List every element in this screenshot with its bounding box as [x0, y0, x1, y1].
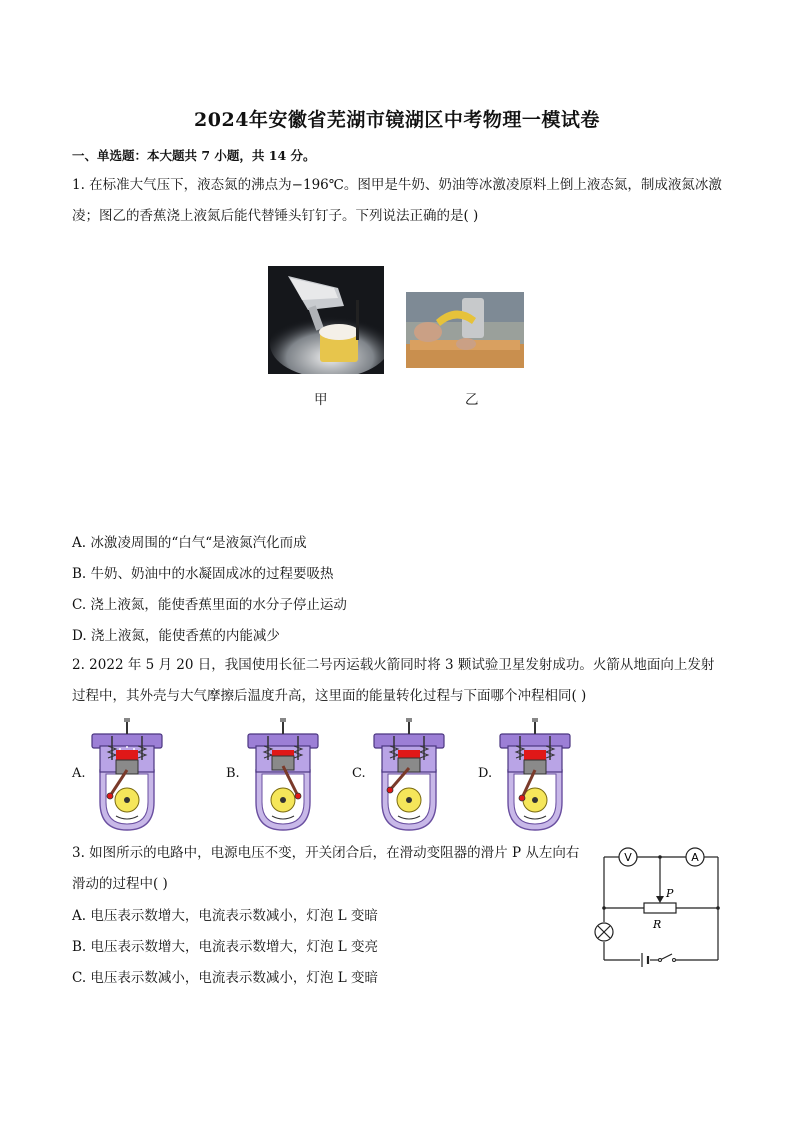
engine-diagram-b	[242, 716, 324, 834]
page-title: 2024年安徽省芜湖市镜湖区中考物理一模试卷	[194, 109, 600, 131]
question-2-stem: 2. 2022 年 5 月 20 日，我国使用长征二号丙运载火箭同时将 3 颗试验卫星发射成功。火箭从地面向上发射过程中，其外壳与大气摩擦后温度升高，这里面的能量转化过程与下面哪个冲程相同( )	[72, 657, 715, 704]
question-1-stem: 1. 在标准大气压下，液态氮的沸点为−196℃。图甲是牛奶、奶油等冰激凌原料上倒上液态氮，制成液氮冰激凌；图乙的香蕉浇上液氮后能代替锤头钉钉子。下列说法正确的是( )	[72, 177, 722, 224]
ammeter-symbol: A	[691, 851, 699, 864]
q1-option-d: D. 浇上液氮，能使香蕉的内能减少	[72, 628, 280, 644]
circuit-diagram	[590, 842, 730, 968]
engine-label-b: B.	[226, 766, 240, 781]
q3-option-b: B. 电压表示数增大，电流表示数增大，灯泡 L 变亮	[72, 939, 379, 955]
slider-label: P	[666, 887, 674, 900]
caption-yi: 乙	[465, 392, 479, 408]
question-3-stem: 3. 如图所示的电路中，电源电压不变，开关闭合后，在滑动变阻器的滑片 P 从左向右滑动的过程中( )	[72, 845, 580, 892]
voltmeter-symbol: V	[624, 851, 632, 864]
engine-label-a: A.	[72, 766, 86, 781]
engine-label-d: D.	[478, 766, 493, 781]
resistor-label: R	[653, 918, 662, 931]
photo-banana-nail	[406, 292, 524, 368]
q1-option-a: A. 冰激凌周围的“白气“是液氮汽化而成	[72, 535, 307, 551]
engine-diagram-a	[86, 716, 168, 834]
photo-ice-cream	[268, 266, 384, 374]
q1-option-b: B. 牛奶、奶油中的水凝固成冰的过程要吸热	[72, 566, 334, 582]
section-heading: 一、单选题：本大题共 7 小题，共 14 分。	[72, 148, 316, 163]
engine-label-c: C.	[352, 766, 366, 781]
engine-diagram-d	[494, 716, 576, 834]
engine-diagram-c	[368, 716, 450, 834]
q1-option-c: C. 浇上液氮，能使香蕉里面的水分子停止运动	[72, 597, 347, 613]
q3-option-a: A. 电压表示数增大，电流表示数减小，灯泡 L 变暗	[72, 908, 378, 924]
q3-option-c: C. 电压表示数减小，电流表示数减小，灯泡 L 变暗	[72, 970, 378, 986]
caption-jia: 甲	[314, 392, 328, 408]
